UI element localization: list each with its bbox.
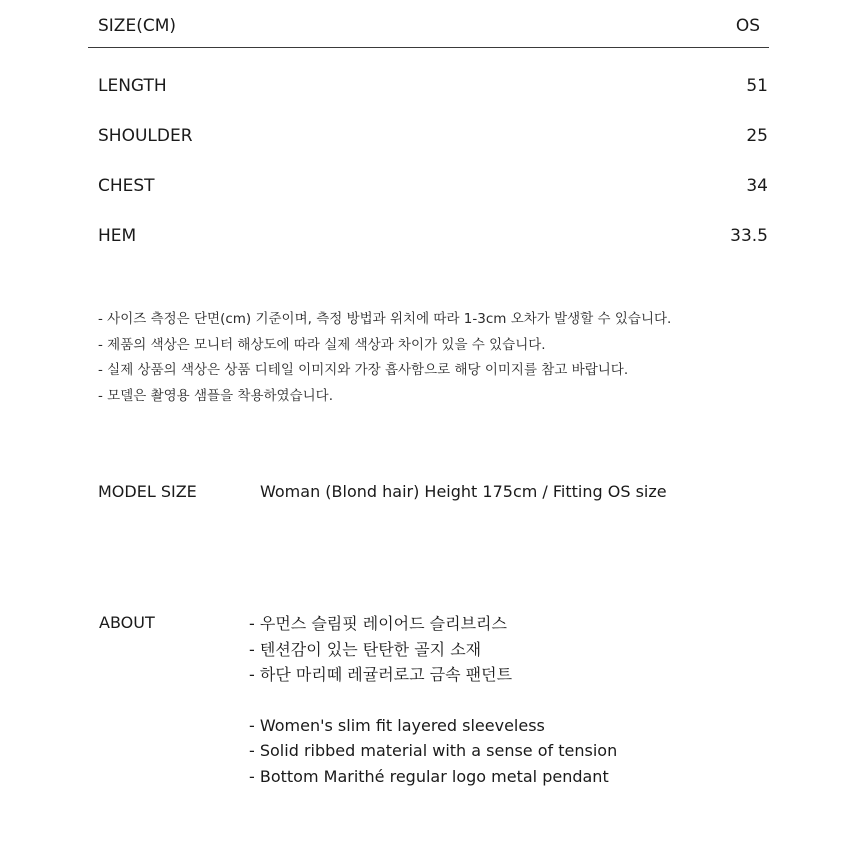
note-line: - 실제 상품의 색상은 상품 디테일 이미지와 가장 흡사함으로 해당 이미지를 참고 바랍니다. [98,362,629,378]
about-line-korean: - 하단 마리떼 레귤러로고 금속 팬던트 [249,665,513,684]
size-table [98,74,768,274]
about-spacer [249,688,617,713]
size-header-value: OS [735,16,760,36]
size-header-label: SIZE(CM) [98,16,176,36]
about-line-english: - Bottom Marithé regular logo metal pendant [249,766,609,786]
about-label: ABOUT [99,613,155,632]
size-row-value: 34 [746,176,768,196]
size-row-length [98,74,768,124]
about-line-english: - Solid ribbed material with a sense of tension [249,741,618,760]
size-row-label: HEM [98,226,137,246]
about-list [249,611,617,789]
note-line: - 사이즈 측정은 단면(cm) 기준이며, 측정 방법과 위치에 따라 1-3cm 오차가 발생할 수 있습니다. [98,311,672,327]
size-row-value: 33.5 [730,226,768,246]
size-row-label: SHOULDER [98,126,193,146]
size-row-label: CHEST [98,176,155,196]
about-line-korean: - 텐션감이 있는 탄탄한 골지 소재 [249,639,482,659]
size-row-hem [98,224,768,274]
size-row-label: LENGTH [98,76,167,96]
note-line: - 모델은 촬영용 샘플을 착용하였습니다. [98,387,333,404]
about-line-korean: - 우먼스 슬림핏 레이어드 슬리브리스 [249,614,507,633]
model-size-section [98,480,798,504]
size-row-value: 51 [746,76,768,96]
note-line: - 제품의 색상은 모니터 해상도에 따라 실제 색상과 차이가 있을 수 있습니다. [98,336,546,353]
size-row-value: 25 [746,126,768,146]
measurement-notes [98,307,778,409]
about-section [98,611,798,801]
model-size-value: Woman (Blond hair) Height 175cm / Fitting OS size [260,482,667,501]
about-line-english: - Women's slim fit layered sleeveless [249,715,545,735]
size-row-shoulder [98,124,768,174]
header-divider [88,47,769,48]
size-table-header [98,14,760,38]
model-size-label: MODEL SIZE [98,482,197,501]
size-row-chest [98,174,768,224]
